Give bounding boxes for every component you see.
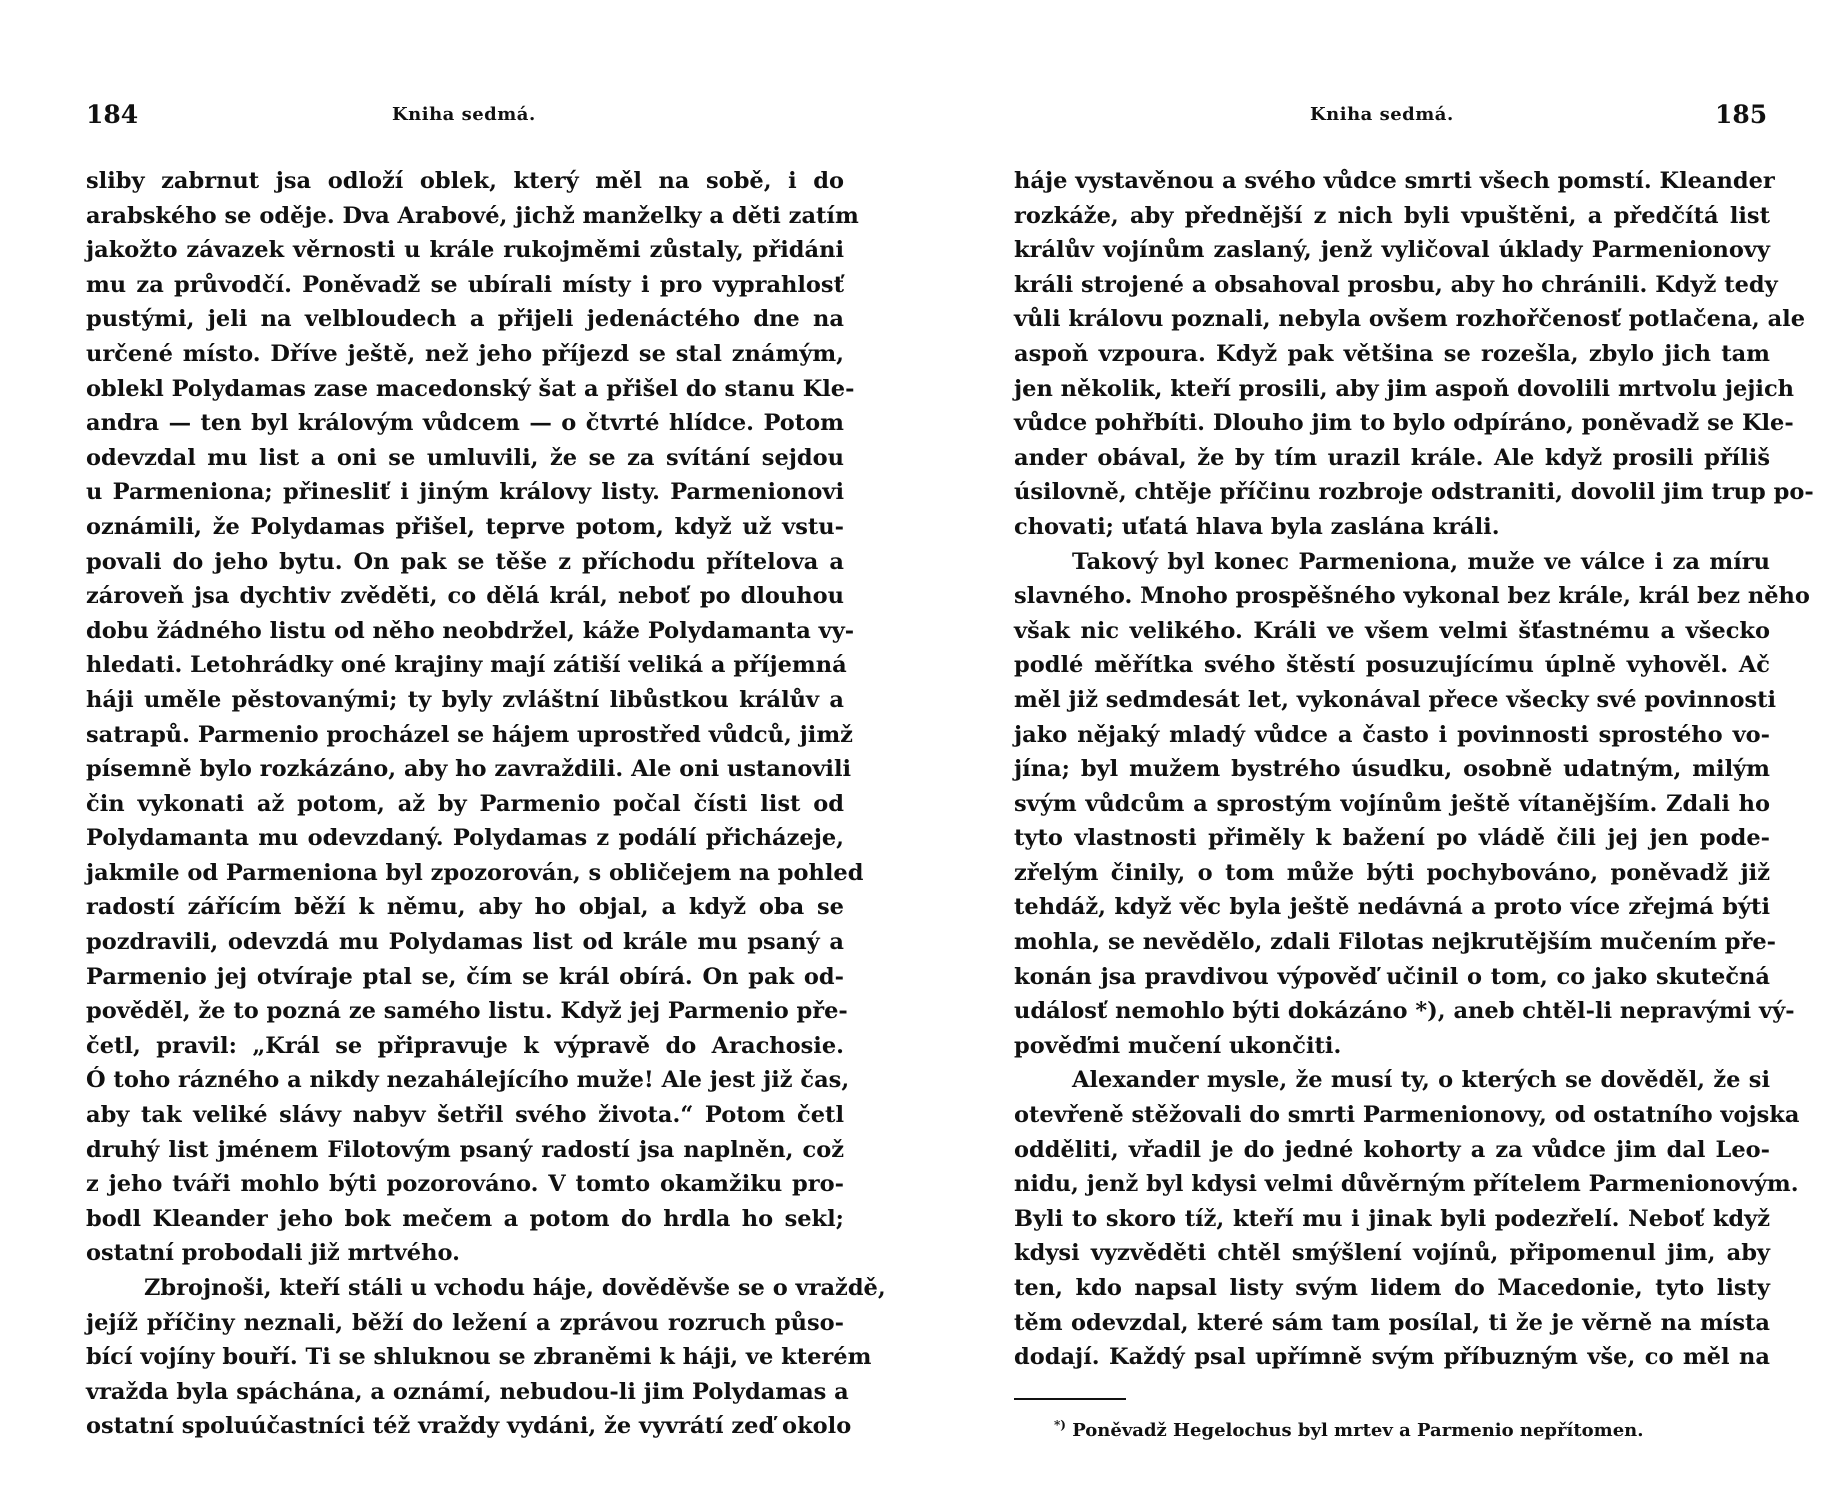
text-line: jína; byl mužem bystrého úsudku, osobně udatným, milým bbox=[1014, 756, 1770, 783]
text-line: mohla, se nevědělo, zdali Filotas nejkrutějším mučením pře- bbox=[1014, 929, 1776, 956]
footnote-marker: *) bbox=[1054, 1418, 1066, 1432]
text-line: aby tak veliké slávy nabyv šetřil svého života.“ Potom četl bbox=[86, 1102, 844, 1129]
text-line: ostatní probodali již mrtvého. bbox=[86, 1240, 460, 1267]
text-line: hledati. Letohrádky oné krajiny mají zátiší veliká a příjemná bbox=[86, 652, 847, 679]
text-line: oblekl Polydamas zase macedonský šat a přišel do stanu Kle- bbox=[86, 375, 855, 402]
footnote-rule bbox=[1014, 1398, 1126, 1400]
text-line: jejíž příčiny neznali, běží do ležení a zprávou rozruch půso- bbox=[86, 1309, 844, 1336]
text-line: pověděl, že to pozná ze samého listu. Když jej Parmenio pře- bbox=[86, 998, 848, 1025]
text-line: pověďmi mučení ukončiti. bbox=[1014, 1032, 1342, 1059]
running-head: Kniha sedmá. bbox=[1310, 104, 1454, 125]
text-line: mu za průvodčí. Poněvadž se ubírali místy i pro vyprahlosť bbox=[86, 271, 844, 298]
text-line: u Parmeniona; přinesliť i jiným královy listy. Parmenionovi bbox=[86, 479, 844, 506]
body-text bbox=[86, 164, 886, 1444]
text-line: Takový byl konec Parmeniona, muže ve válce i za míru bbox=[1072, 548, 1770, 575]
text-line: bodl Kleander jeho bok mečem a potom do hrdla ho sekl; bbox=[86, 1205, 844, 1232]
text-line: jakmile od Parmeniona byl zpozorován, s obličejem na pohled bbox=[86, 859, 864, 886]
running-head: Kniha sedmá. bbox=[392, 104, 536, 125]
text-line: tyto vlastnosti přiměly k bažení po vládě čili jej jen pode- bbox=[1014, 825, 1770, 852]
text-line: dodají. Každý psal upřímně svým příbuzným vše, co měl na bbox=[1014, 1344, 1770, 1371]
text-line: dobu žádného listu od něho neobdržel, káže Polydamanta vy- bbox=[86, 617, 855, 644]
text-line: ostatní spoluúčastníci též vraždy vydáni, že vyvrátí zeď okolo bbox=[86, 1413, 852, 1440]
footnote-text: Poněvadž Hegelochus byl mrtev a Parmenio nepřítomen. bbox=[1072, 1420, 1644, 1441]
text-line: zároveň jsa dychtiv zvěděti, co dělá král, neboť po dlouhou bbox=[86, 583, 844, 610]
text-line: nidu, jenž byl kdysi velmi důvěrným přítelem Parmenionovým. bbox=[1014, 1171, 1799, 1198]
page-number: 184 bbox=[86, 100, 139, 129]
text-line: vražda byla spáchána, a oznámí, nebudou-li jim Polydamas a bbox=[86, 1378, 849, 1405]
text-line: slavného. Mnoho prospěšného vykonal bez krále, král bez něho bbox=[1014, 583, 1810, 610]
text-line: těm odevzdal, které sám tam posílal, ti že je věrně na místa bbox=[1014, 1309, 1770, 1336]
text-line: čin vykonati až potom, až by Parmenio počal čísti list od bbox=[86, 790, 844, 817]
text-line: králi strojené a obsahoval prosbu, aby ho chránili. Když tedy bbox=[1014, 271, 1778, 298]
text-line: měl již sedmdesát let, vykonával přece všecky své povinnosti bbox=[1014, 686, 1777, 713]
text-line: kdysi vyzvěděti chtěl smýšlení vojínů, připomenul jim, aby bbox=[1014, 1240, 1770, 1267]
text-line: bící vojíny bouří. Ti se shluknou se zbraněmi k háji, ve kterém bbox=[86, 1344, 872, 1371]
text-line: svým vůdcům a sprostým vojínům ještě vítanějším. Zdali ho bbox=[1014, 790, 1770, 817]
text-line: Ó toho rázného a nikdy nezahálejícího muže! Ale jest již čas, bbox=[86, 1067, 850, 1094]
text-line: ten, kdo napsal listy svým lidem do Macedonie, tyto listy bbox=[1014, 1275, 1770, 1301]
text-line: četl, pravil: „Král se připravuje k výpravě do Arachosie. bbox=[86, 1032, 844, 1059]
text-line: pozdravili, odevzdá mu Polydamas list od krále mu psaný a bbox=[86, 929, 844, 956]
page-number: 185 bbox=[1715, 100, 1768, 129]
text-line: háji uměle pěstovanými; ty byly zvláštní libůstkou králův a bbox=[86, 686, 844, 713]
text-line: písemně bylo rozkázáno, aby ho zavraždili. Ale oni ustanovili bbox=[86, 756, 852, 783]
text-line: satrapů. Parmenio procházel se hájem uprostřed vůdců, jimž bbox=[86, 721, 853, 748]
text-line: však nic velikého. Králi ve všem velmi šťastnému a všecko bbox=[1014, 617, 1770, 644]
text-line: chovati; uťatá hlava byla zaslána králi. bbox=[1014, 513, 1500, 540]
text-line: arabského se oděje. Dva Arabové, jichž manželky a děti zatím bbox=[86, 202, 859, 229]
footnote bbox=[1054, 1418, 1644, 1441]
right-page bbox=[916, 0, 1832, 1500]
text-line: háje vystavěnou a svého vůdce smrti všech pomstí. Kleander bbox=[1014, 168, 1775, 194]
text-line: povali do jeho bytu. On pak se těše z příchodu přítelova a bbox=[86, 548, 844, 575]
text-line: vůli královu poznali, nebyla ovšem rozhořčenosť potlačena, ale bbox=[1014, 306, 1806, 333]
text-line: radostí zářícím běží k němu, aby ho objal, a když oba se bbox=[86, 894, 844, 921]
text-line: podlé měřítka svého štěstí posuzujícímu úplně vyhověl. Ač bbox=[1014, 652, 1770, 679]
text-line: Parmenio jej otvíraje ptal se, čím se král obírá. On pak od- bbox=[86, 963, 844, 990]
text-line: zřelým činily, o tom může býti pochybováno, poněvadž již bbox=[1014, 859, 1770, 886]
text-line: úsilovně, chtěje příčinu rozbroje odstraniti, dovolil jim trup po- bbox=[1014, 479, 1814, 506]
text-line: odděliti, vřadil je do jedné kohorty a za vůdce jim dal Leo- bbox=[1014, 1136, 1770, 1163]
text-line: jakožto závazek věrnosti u krále rukojměmi zůstaly, přidáni bbox=[86, 237, 844, 264]
text-line: rozkáže, aby přednější z nich byli vpuštěni, a předčítá list bbox=[1014, 202, 1770, 229]
text-line: ander obával, že by tím urazil krále. Ale když prosili příliš bbox=[1014, 444, 1770, 471]
text-line: Byli to skoro tíž, kteří mu i jinak byli podezřelí. Neboť když bbox=[1014, 1205, 1770, 1232]
text-line: Polydamanta mu odevzdaný. Polydamas z podálí přicházeje, bbox=[86, 825, 844, 852]
text-line: vůdce pohřbíti. Dlouho jim to bylo odpíráno, poněvadž se Kle- bbox=[1014, 410, 1794, 437]
text-line: Zbrojnoši, kteří stáli u vchodu háje, dověděvše se o vraždě, bbox=[144, 1275, 886, 1301]
text-line: určené místo. Dříve ještě, než jeho příjezd se stal známým, bbox=[86, 340, 844, 367]
text-line: oznámili, že Polydamas přišel, teprve potom, když už vstu- bbox=[86, 513, 844, 540]
text-line: odevzdal mu list a oni se umluvili, že se za svítání sejdou bbox=[86, 444, 844, 471]
text-line: aspoň vzpoura. Když pak většina se rozešla, zbylo jich tam bbox=[1014, 340, 1770, 367]
text-line: konán jsa pravdivou výpověď učinil o tom, co jako skutečná bbox=[1014, 963, 1770, 990]
text-line: otevřeně stěžovali do smrti Parmenionovy, od ostatního vojska bbox=[1014, 1102, 1800, 1129]
text-line: událosť nemohlo býti dokázáno *), aneb chtěl-li nepravými vý- bbox=[1014, 998, 1795, 1025]
text-line: králův vojínům zaslaný, jenž vyličoval úklady Parmenionovy bbox=[1014, 237, 1770, 264]
text-line: z jeho tváři mohlo býti pozorováno. V tomto okamžiku pro- bbox=[86, 1171, 844, 1198]
body-text bbox=[1014, 164, 1814, 1375]
text-line: Alexander mysle, že musí ty, o kterých se dověděl, že si bbox=[1072, 1067, 1770, 1094]
text-line: andra — ten byl královým vůdcem — o čtvrté hlídce. Potom bbox=[86, 410, 844, 437]
text-line: druhý list jménem Filotovým psaný radostí jsa naplněn, což bbox=[86, 1136, 844, 1163]
text-line: jen několik, kteří prosili, aby jim aspoň dovolili mrtvolu jejich bbox=[1014, 375, 1795, 402]
text-line: sliby zabrnut jsa odloží oblek, který měl na sobě, i do bbox=[86, 168, 844, 194]
text-line: tehdáž, když věc byla ještě nedávná a proto více zřejmá býti bbox=[1014, 894, 1770, 921]
text-line: jako nějaký mladý vůdce a často i povinnosti sprostého vo- bbox=[1014, 721, 1770, 748]
text-line: pustými, jeli na velbloudech a přijeli jedenáctého dne na bbox=[86, 306, 844, 333]
